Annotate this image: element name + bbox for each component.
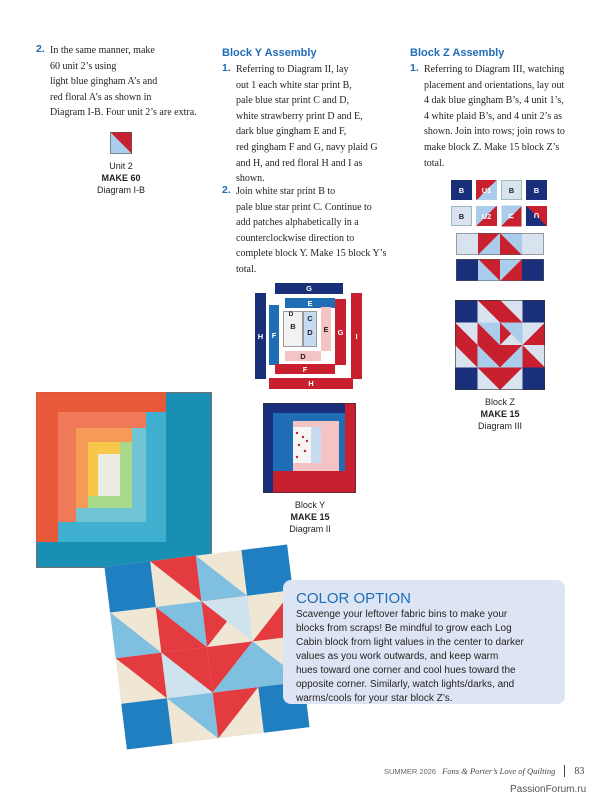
unit-b: B (451, 180, 472, 200)
text-line: red gingham F and G, navy plaid G (236, 141, 378, 153)
color-option-title: COLOR OPTION (296, 590, 412, 607)
patch-d-bottom: D (285, 351, 321, 361)
caption-line3: Diagram I-B (96, 185, 145, 195)
text-line: Scavenge your leftover fabric bins to make your (296, 609, 508, 620)
watermark: PassionForum.ru (510, 784, 587, 795)
unit-1: U1 (476, 180, 497, 200)
text-line: Diagram I-B. Four unit 2’s are extra. (50, 107, 197, 119)
block-y-heading: Block Y Assembly (222, 47, 317, 59)
text-line: pale blue star print C and D, (236, 95, 350, 107)
patch-i-right: I (351, 293, 362, 379)
text-line: dark blue gingham E and F, (236, 126, 347, 138)
block-y-finished (263, 403, 356, 493)
patch-b-label: B (290, 321, 296, 331)
text-line: In the same manner, make (50, 45, 155, 56)
patch-g-right: G (335, 299, 346, 365)
step-number: 2. (222, 184, 231, 196)
text-line: 4 white plaid B’s, and 4 unit 2’s as (424, 110, 563, 122)
text-line: 4 dak blue gingham B’s, 4 unit 1’s, (424, 95, 564, 107)
diagram-iii-row1 (451, 180, 547, 200)
patch-d-inner: D (307, 327, 313, 337)
text-line: opposite corner. Similarly, watch lights/darks, and (296, 679, 515, 690)
caption-line1: Unit 2 (109, 161, 133, 171)
patch-h-bottom: H (269, 378, 353, 389)
step-number: 2. (36, 43, 45, 55)
diagram-iii-row4 (456, 259, 544, 281)
text-line: Cabin block from light values in the center to darker (296, 637, 524, 648)
unit-b: B (501, 180, 522, 200)
text-line: pale blue star print C. Continue to (236, 201, 372, 213)
text-line: total. (236, 263, 257, 275)
step-number: 1. (410, 62, 419, 74)
patch-d-upper: D (288, 310, 294, 318)
text-line: shown. (236, 173, 265, 185)
unit2-diagram (110, 132, 132, 154)
block-z-heading: Block Z Assembly (410, 47, 505, 59)
text-line: Referring to Diagram II, lay (236, 64, 349, 75)
diagram-iii-row3 (456, 233, 544, 255)
unit-b: B (526, 180, 547, 200)
text-line: Join white star print B to (236, 186, 336, 197)
block-z-finished (455, 300, 545, 390)
block-z-caption (452, 396, 548, 432)
diagram-ii-exploded (255, 283, 367, 391)
star-quilt-photo (100, 540, 314, 754)
patch-e-top: E (285, 298, 335, 308)
footer-divider (564, 765, 565, 777)
text-line: red floral A’s as shown in (50, 91, 152, 103)
diagram-iii-row2 (451, 206, 547, 226)
text-line: add patches alphabetically in a (236, 217, 359, 229)
patch-e-right: E (321, 307, 331, 351)
unit-2: U2 (476, 206, 497, 226)
unit-b: B (451, 206, 472, 226)
page-number: 83 (574, 765, 585, 777)
text-line: placement and orientations, lay out (424, 79, 565, 91)
patch-g-top: G (275, 283, 343, 294)
text-line: and H, and red floral H and I as (236, 157, 363, 169)
unit2-caption (76, 160, 166, 196)
page-footer (384, 765, 584, 777)
color-option-box (283, 580, 565, 704)
text-line: total. (424, 157, 445, 169)
text-line: counterclockwise direction to (236, 232, 355, 244)
text-line: complete block Y. Make 15 block Y’s (236, 248, 387, 260)
text-line: make block Z. Make 15 block Z’s (424, 141, 560, 153)
caption-line3: Diagram II (289, 524, 331, 534)
block-y-caption (262, 499, 358, 535)
caption-line1: Block Z (484, 397, 515, 407)
caption-line1: Block Y (294, 500, 326, 510)
unit-rotated: U (526, 206, 547, 226)
text-line: shown. Join into rows; join rows to (424, 126, 565, 138)
issue-label: SUMMER 2026 (384, 766, 437, 776)
text-line: blocks from scraps! Be mindful to grow each Log (296, 623, 512, 634)
text-line: warms/cools for your star block Z’s. (296, 693, 453, 704)
caption-line2: MAKE 15 (290, 512, 330, 522)
unit-rotated: U (502, 206, 522, 227)
patch-h-left: H (255, 293, 266, 379)
text-line: light blue gingham A’s and (50, 76, 158, 88)
patch-f-left: F (269, 305, 279, 365)
text-line: out 1 each white star print B, (236, 79, 352, 91)
caption-line3: Diagram III (477, 421, 522, 431)
patch-f-bottom: F (275, 364, 335, 374)
patch-c-label: C (307, 313, 313, 323)
caption-line2: MAKE 15 (480, 409, 520, 419)
caption-line2: MAKE 60 (101, 173, 141, 183)
text-line: hues toward one corner and cool hues toward the (296, 665, 516, 676)
text-line: 60 unit 2’s using (50, 60, 117, 72)
text-line: Referring to Diagram III, watching (424, 64, 565, 75)
step-number: 1. (222, 62, 231, 74)
text-line: white strawberry print D and E, (236, 110, 363, 122)
magazine-name: Fons & Porter’s Love of Quilting (442, 766, 556, 776)
text-line: values as you work outwards, and keep warm (296, 651, 499, 662)
